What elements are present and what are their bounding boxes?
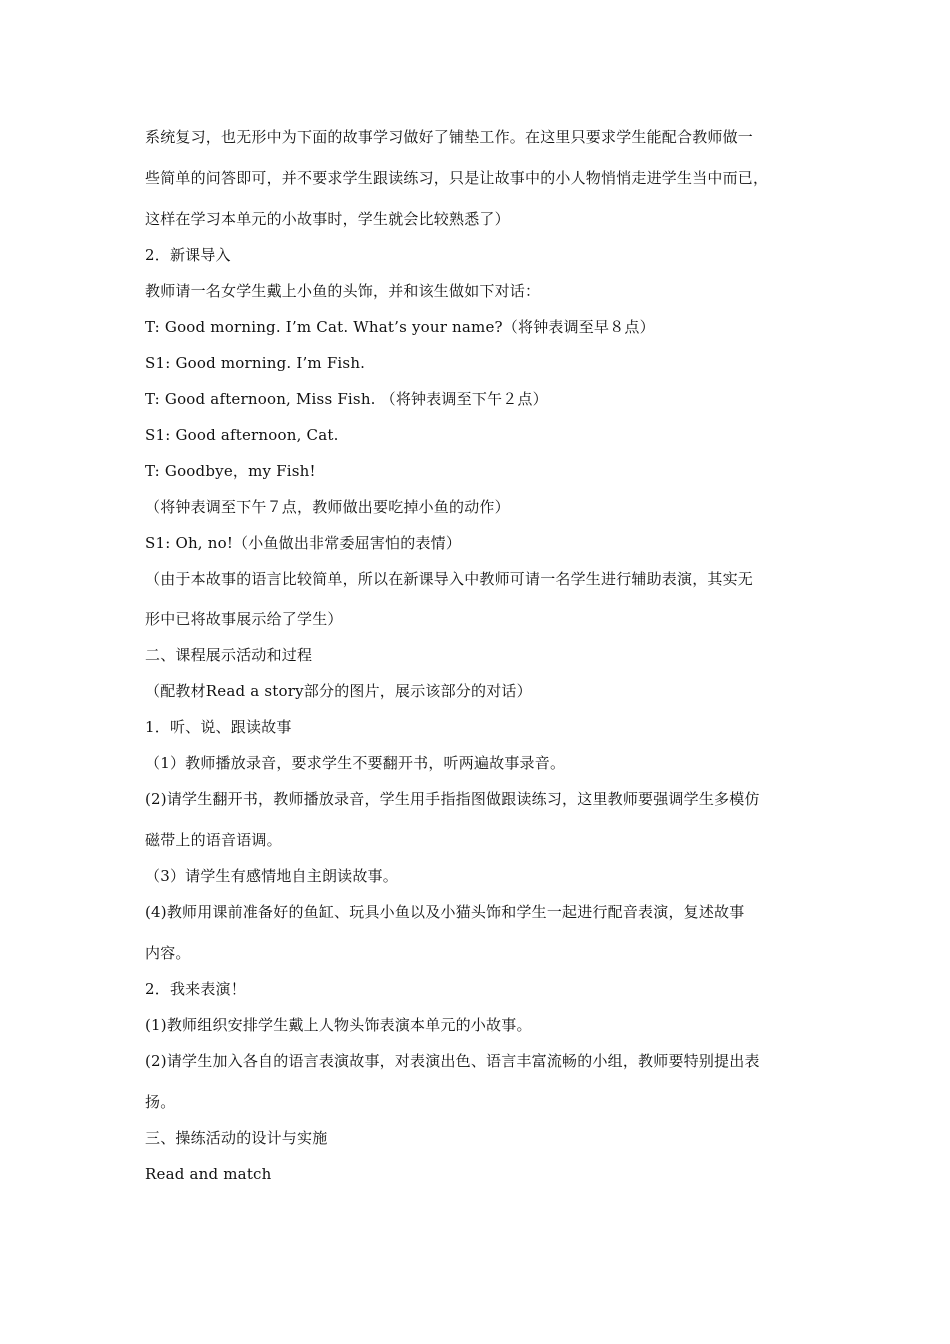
dialogue-line: S1: Good morning. I’m Fish. bbox=[145, 354, 366, 372]
paragraph-line: （由于本故事的语言比较简单，所以在新课导入中教师可请一名学生进行辅助表演，其实无 bbox=[145, 570, 754, 588]
section-heading: 三、操练活动的设计与实施 bbox=[145, 1129, 328, 1147]
paragraph-line: 内容。 bbox=[145, 944, 191, 962]
paragraph-line: (2)请学生翻开书，教师播放录音，学生用手指指图做跟读练习，这里教师要强调学生多模仿 bbox=[145, 790, 760, 808]
paragraph-line: （3）请学生有感情地自主朗读故事。 bbox=[145, 867, 398, 885]
section-heading: 二、课程展示活动和过程 bbox=[145, 646, 313, 664]
paragraph-line: 教师请一名女学生戴上小鱼的头饰，并和该生做如下对话： bbox=[145, 282, 541, 300]
paragraph-line: 形中已将故事展示给了学生） bbox=[145, 610, 343, 628]
dialogue-line: S1: Good afternoon, Cat. bbox=[145, 426, 339, 444]
paragraph-line: (1)教师组织安排学生戴上人物头饰表演本单元的小故事。 bbox=[145, 1016, 532, 1034]
paragraph-line: 这样在学习本单元的小故事时，学生就会比较熟悉了） bbox=[145, 210, 510, 228]
paragraph-line: (2)请学生加入各自的语言表演故事，对表演出色、语言丰富流畅的小组，教师要特别提出表 bbox=[145, 1052, 760, 1070]
dialogue-line: T: Good afternoon, Miss Fish. （将钟表调至下午２点） bbox=[145, 390, 548, 408]
dialogue-line: T: Good morning. I’m Cat. What’s your name?（将钟表调至早８点） bbox=[145, 318, 655, 336]
paragraph-line: （将钟表调至下午７点，教师做出要吃掉小鱼的动作） bbox=[145, 498, 510, 516]
section-heading: 2．新课导入 bbox=[145, 246, 231, 264]
paragraph-line: （1）教师播放录音，要求学生不要翻开书，听两遍故事录音。 bbox=[145, 754, 566, 772]
dialogue-line: S1: Oh, no!（小鱼做出非常委屈害怕的表情） bbox=[145, 534, 462, 552]
paragraph-line: (4)教师用课前准备好的鱼缸、玩具小鱼以及小猫头饰和学生一起进行配音表演，复述故事 bbox=[145, 903, 745, 921]
paragraph-line: 扬。 bbox=[145, 1093, 176, 1111]
paragraph-line: 系统复习，也无形中为下面的故事学习做好了铺垫工作。在这里只要求学生能配合教师做一 bbox=[145, 128, 754, 146]
dialogue-line: T: Goodbye，my Fish! bbox=[145, 462, 316, 480]
section-heading: 2．我来表演！ bbox=[145, 980, 246, 998]
section-heading: 1．听、说、跟读故事 bbox=[145, 718, 292, 736]
paragraph-line: 些简单的问答即可，并不要求学生跟读练习，只是让故事中的小人物悄悄走进学生当中而已， bbox=[145, 169, 769, 187]
paragraph-line: （配教材Read a story部分的图片，展示该部分的对话） bbox=[145, 682, 532, 700]
paragraph-line: 磁带上的语音语调。 bbox=[145, 831, 282, 849]
paragraph-line: Read and match bbox=[145, 1165, 272, 1183]
